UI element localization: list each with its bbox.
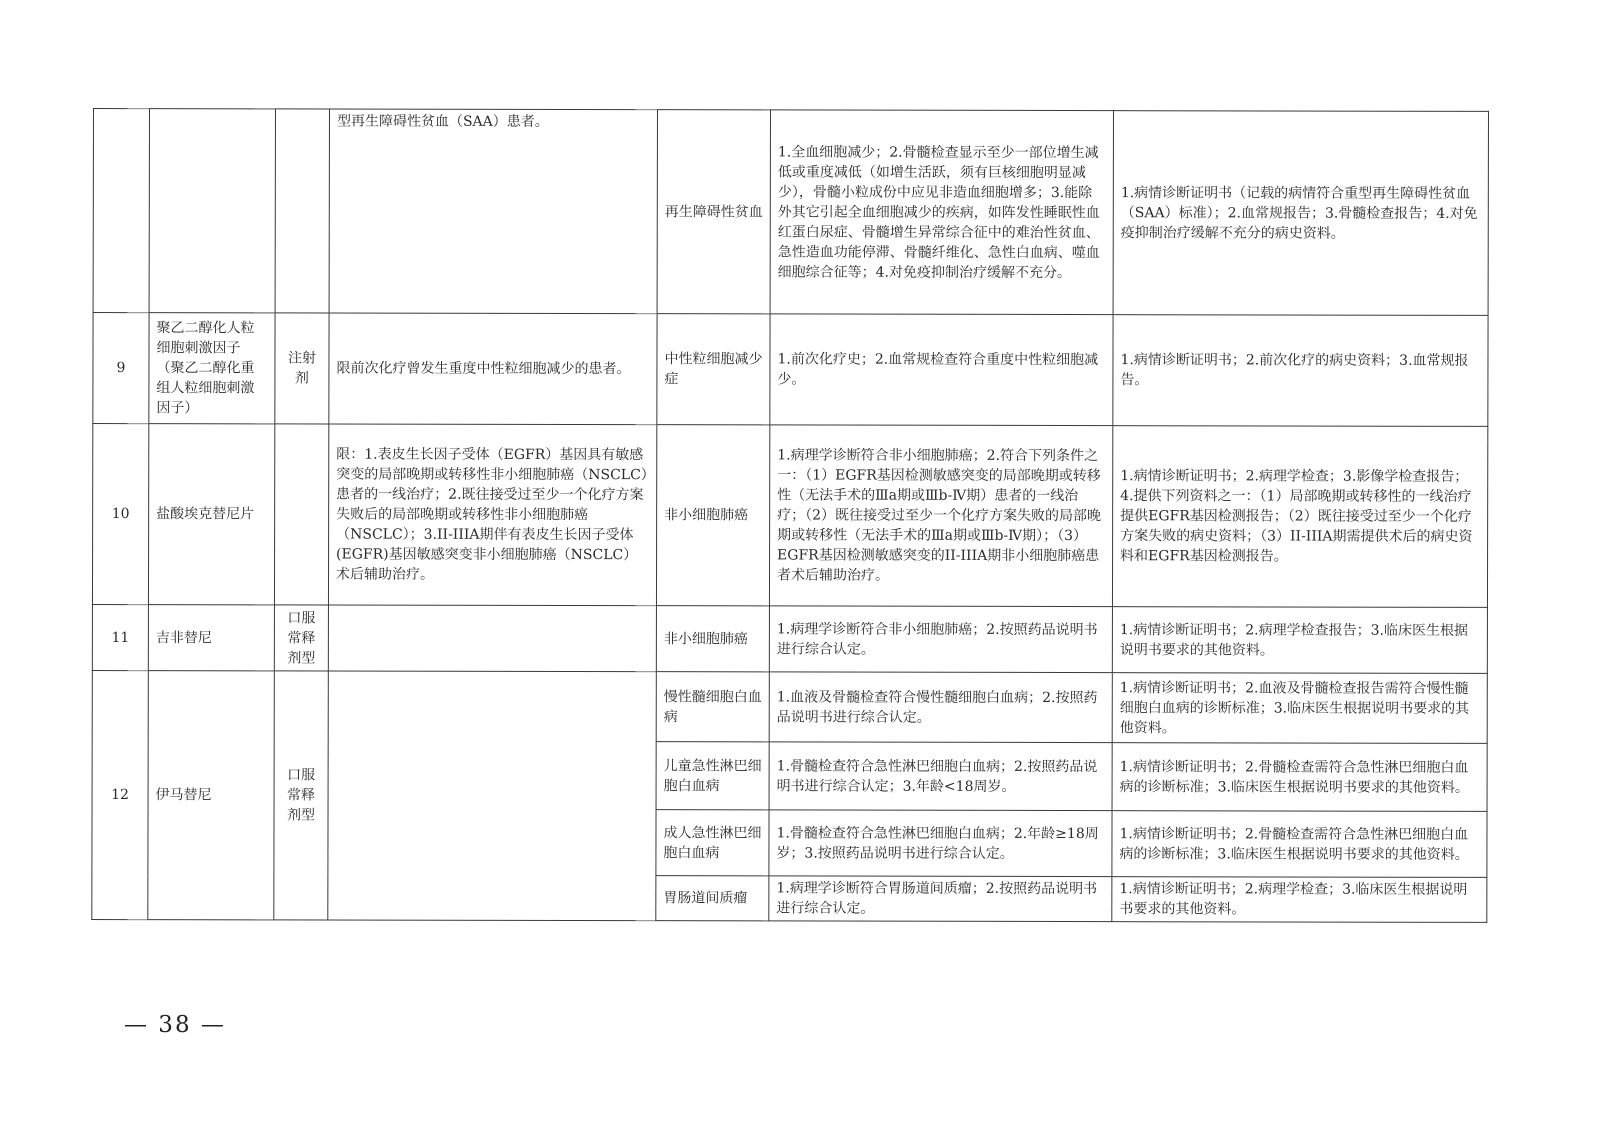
- dosage-form-cell: 口服常释剂型: [274, 671, 329, 920]
- criteria-cell: 1.骨髓检查符合急性淋巴细胞白血病；2.按照药品说明书进行综合认定；3.年龄<18周岁。: [769, 742, 1112, 811]
- materials-cell: 1.病情诊断证明书（记载的病情符合重型再生障碍性贫血（SAA）标准）；2.血常规报告；3.骨髓检查报告；4.对免疫抑制治疗缓解不充分的病史资料。: [1113, 111, 1488, 316]
- dosage-form-cell: 口服常释剂型: [274, 605, 328, 671]
- criteria-cell: 1.病理学诊断符合非小细胞肺癌；2.符合下列条件之一：（1）EGFR基因检测敏感突变的局部晚期或转移性（无法手术的Ⅲa期或Ⅲb-Ⅳ期）患者的一线治疗；（2）既往接受过至少一个化疗方案失败的局部晚期或转移性（无法手术的Ⅲa期或Ⅲb-Ⅳ期）；（3）EGFR基因检测敏感突变的II-IIIA期非小细胞肺癌患者术后辅助治疗。: [769, 425, 1112, 607]
- drug-criteria-table: [91, 108, 1489, 923]
- dosage-form-cell: [275, 109, 329, 313]
- disease-cell: 再生障碍性贫血: [657, 110, 770, 314]
- criteria-cell: 1.前次化疗史；2.血常规检查符合重度中性粒细胞减少。: [770, 314, 1113, 426]
- materials-cell: 1.病情诊断证明书；2.骨髓检查需符合急性淋巴细胞白血病的诊断标准；3.临床医生根据说明书要求的其他资料。: [1112, 743, 1487, 812]
- table-row: [93, 109, 1488, 316]
- indication-cell: [328, 671, 657, 921]
- drug-name-cell: 吉非替尼: [148, 605, 274, 671]
- disease-cell: 儿童急性淋巴细胞白血病: [656, 742, 769, 810]
- materials-cell: 1.病情诊断证明书；2.病理学检查；3.影像学检查报告；4.提供下列资料之一：（1）局部晚期或转移性的一线治疗提供EGFR基因检测报告；（2）既往接受过至少一个化疗方案失败的病史资料；（3）II-IIIA期需提供术后的病史资料和EGFR基因检测报告。: [1112, 426, 1487, 608]
- disease-cell: 慢性髓细胞白血病: [656, 672, 769, 742]
- disease-cell: 胃肠道间质瘤: [656, 876, 769, 921]
- table-row: [92, 604, 1487, 673]
- materials-cell: 1.病情诊断证明书；2.骨髓检查需符合急性淋巴细胞白血病的诊断标准；3.临床医生根据说明书要求的其他资料。: [1112, 811, 1487, 878]
- row-number-cell: 10: [92, 424, 148, 605]
- criteria-cell: 1.病理学诊断符合胃肠道间质瘤；2.按照药品说明书进行综合认定。: [769, 876, 1112, 922]
- materials-cell: 1.病情诊断证明书；2.前次化疗的病史资料；3.血常规报告。: [1113, 315, 1488, 427]
- drug-name-cell: 聚乙二醇化人粒细胞刺激因子（聚乙二醇化重组人粒细胞刺激因子）: [149, 313, 275, 424]
- disease-cell: 非小细胞肺癌: [656, 425, 769, 606]
- table-row: [92, 670, 1487, 743]
- materials-cell: 1.病情诊断证明书；2.病理学检查；3.临床医生根据说明书要求的其他资料。: [1112, 877, 1487, 923]
- indication-cell: 限：1.表皮生长因子受体（EGFR）基因具有敏感突变的局部晚期或转移性非小细胞肺癌（NSCLC）患者的一线治疗；2.既往接受过至少一个化疗方案失败后的局部晚期或转移性非小细胞肺癌（NSCLC）；3.II-IIIA期伴有表皮生长因子受体(EGFR)基因敏感突变非小细胞肺癌（NSCLC）术后辅助治疗。: [328, 424, 656, 606]
- row-number-cell: [93, 109, 149, 313]
- drug-name-cell: 伊马替尼: [148, 671, 275, 920]
- drug-name-cell: 盐酸埃克替尼片: [148, 424, 274, 605]
- criteria-cell: 1.骨髓检查符合急性淋巴细胞白血病；2.年龄≥18周岁；3.按照药品说明书进行综合认定。: [769, 810, 1112, 877]
- indication-cell: 限前次化疗曾发生重度中性粒细胞减少的患者。: [329, 313, 657, 425]
- indication-cell: 型再生障碍性贫血（SAA）患者。: [329, 109, 657, 314]
- criteria-cell: 1.全血细胞减少；2.骨髓检查显示至少一部位增生减低或重度减低（如增生活跃，须有巨核细胞明显减少），骨髓小粒成份中应见非造血细胞增多；3.能除外其它引起全血细胞减少的疾病，如阵发性睡眠性血红蛋白尿症、骨髓增生异常综合征中的难治性贫血、急性造血功能停滞、骨髓纤维化、急性白血病、噬血细胞综合征等；4.对免疫抑制治疗缓解不充分。: [770, 110, 1113, 315]
- disease-cell: 非小细胞肺癌: [656, 606, 769, 672]
- materials-cell: 1.病情诊断证明书；2.病理学检查报告；3.临床医生根据说明书要求的其他资料。: [1112, 607, 1487, 674]
- criteria-cell: 1.病理学诊断符合非小细胞肺癌；2.按照药品说明书进行综合认定。: [769, 606, 1112, 673]
- dosage-form-cell: 注射剂: [275, 313, 329, 424]
- row-number-cell: 12: [92, 670, 149, 919]
- disease-cell: 中性粒细胞减少症: [657, 314, 770, 425]
- criteria-cell: 1.血液及骨髓检查符合慢性髓细胞白血病；2.按照药品说明书进行综合认定。: [769, 672, 1112, 743]
- row-number-cell: 11: [92, 604, 148, 670]
- table-row: [93, 313, 1488, 427]
- row-number-cell: 9: [93, 313, 149, 424]
- table-row: [92, 424, 1487, 608]
- materials-cell: 1.病情诊断证明书；2.血液及骨髓检查报告需符合慢性髓细胞白血病的诊断标准；3.临床医生根据说明书要求的其他资料。: [1112, 673, 1487, 744]
- indication-cell: [328, 605, 656, 672]
- page-number: — 38 —: [124, 1012, 226, 1038]
- dosage-form-cell: [274, 424, 328, 605]
- drug-name-cell: [149, 109, 275, 313]
- disease-cell: 成人急性淋巴细胞白血病: [656, 810, 769, 876]
